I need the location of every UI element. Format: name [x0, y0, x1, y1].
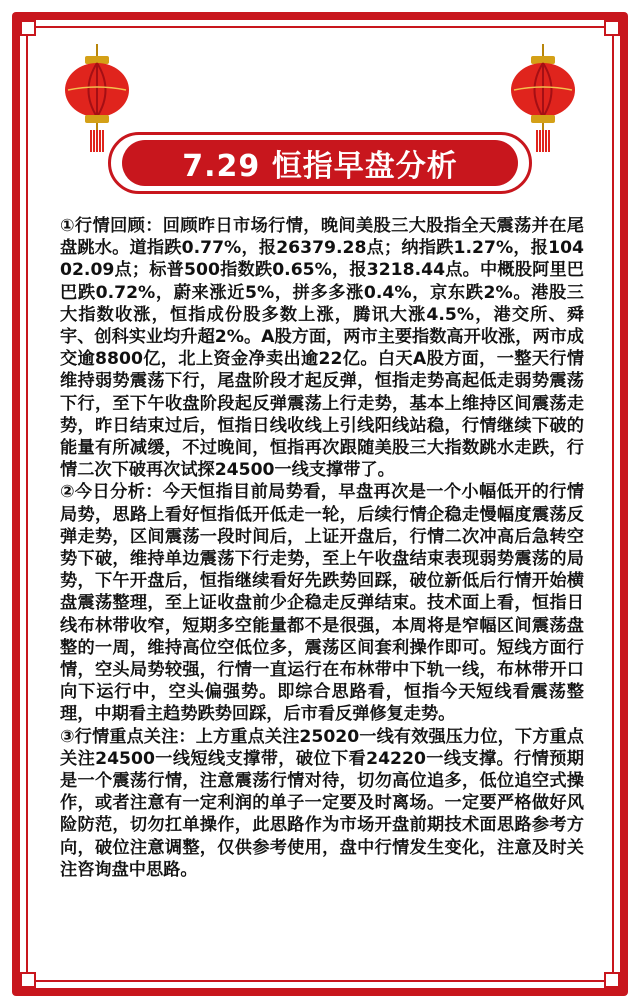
- section-heading: ①行情回顾：: [60, 216, 163, 236]
- section-analysis: [60, 481, 584, 725]
- corner-ornament-bottom-left: [20, 972, 36, 988]
- section-review: [60, 215, 584, 481]
- section-text: 今天恒指目前局势看，早盘再次是一个小幅低开的行情局势，思路上看好恒指低开低走一轮，后续行情企稳走慢幅度震荡反弹走势，区间震荡一段时间后，上证开盘后，行情二次冲高后急转空势下破，维持单边震荡下行走势，至上午收盘结束表现弱势震荡的局势，下午开盘后，恒指继续看好先跌势回踩，破位新低后行情开始横盘震荡整理，至上证收盘前少企稳走反弹结束。技术面上看，恒指日线布林带收窄，短期多空能量都不是很强，本周将是窄幅区间震荡盘整的一周，维持高位空低位多，震荡区间套利操作即可。短线方面行情，空头局势较强，行情一直运行在布林带中下轨一线，布林带开口向下运行中，空头偏强势。即综合思路看，恒指今天短线看震荡整理，中期看主趋势跌势回踩，后市看反弹修复走势。: [60, 482, 584, 725]
- section-heading: ②今日分析：: [60, 482, 163, 503]
- page-title: 7.29 恒指早盘分析: [122, 140, 518, 186]
- corner-ornament-top-right: [604, 20, 620, 36]
- section-key-focus: [60, 726, 584, 881]
- corner-ornament-top-left: [20, 20, 36, 36]
- section-heading: ③行情重点关注：: [60, 726, 196, 747]
- corner-ornament-bottom-right: [604, 972, 620, 988]
- section-text: 回顾昨日市场行情，晚间美股三大股指全天震荡并在尾盘跳水。道指跌0.77%，报26379.28点；纳指跌1.27%，报10402.09点；标普500指数跌0.65%，报3218.44点。中概股阿里巴巴跌0.72%，蔚来涨近5%，拼多多涨0.4%，京东跌2%。港股三大指数收涨，恒指成份股多数上涨，腾讯大涨4.5%，港交所、舜宇、创科实业均升超2%。A股方面，两市主要指数高开收涨，两市成交逾8800亿，北上资金净卖出逾22亿。白天A股方面，一整天行情维持弱势震荡下行，尾盘阶段才起反弹，恒指走势高起低走弱势震荡下行，至下午收盘阶段起反弹震荡上行走势，基本上维持区间震荡走势，昨日结束过后，恒指日线收线上引线阳线站稳，行情继续下破的能量有所减缓，不过晚间，恒指再次跟随美股三大指数跳水走跌，行情二次下破再次试探24500一线支撑带了。: [60, 216, 584, 481]
- section-text: 上方重点关注25020一线有效强压力位，下方重点关注24500一线短线支撑带，破位下看24220一线支撑。行情预期是一个震荡行情，注意震荡行情对待，切勿高位追多，低位追空式操作，或者注意有一定利润的单子一定要及时离场。一定要严格做好风险防范，切勿扛单操作，此思路作为市场开盘前期技术面思路参考方向，破位注意调整，仅供参考使用，盘中行情发生变化，注意及时关注咨询盘中思路。: [60, 726, 584, 880]
- article-body: [60, 215, 584, 881]
